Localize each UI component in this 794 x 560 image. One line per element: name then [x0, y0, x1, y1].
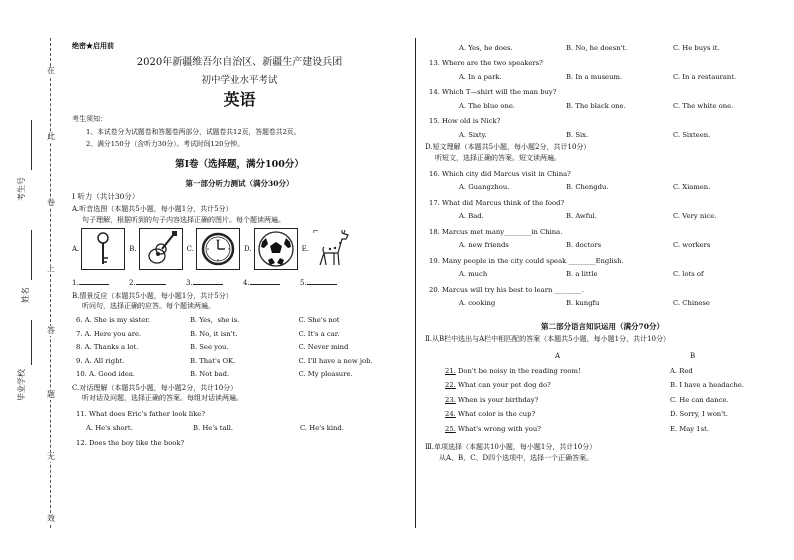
binding-char: 题: [44, 390, 58, 400]
match-b-text: B. I have a headache.: [670, 381, 745, 390]
option-c: C. He buys it.: [673, 44, 720, 52]
question-text: 19. Many people in the city could speak ________English.: [429, 256, 624, 265]
school-label: 毕业学校: [17, 369, 26, 401]
question-options: [459, 183, 780, 191]
question-options: [459, 212, 780, 220]
option-b: B. Six.: [566, 130, 589, 139]
option-b: B. That's OK.: [189, 356, 236, 365]
picture-letter: D.: [244, 244, 252, 253]
option-a: A. cooking: [459, 299, 496, 308]
secret-label: 绝密★启用前: [72, 41, 114, 50]
option-a: A. Yes, he does.: [459, 44, 513, 52]
option-a: A. The blue one.: [459, 101, 516, 110]
binding-margin: [0, 0, 75, 560]
answer-blanks: [72, 279, 407, 288]
question-text: 11. What does Eric's father look like?: [76, 410, 205, 419]
option-b: B. The black one.: [566, 101, 626, 110]
column-a-header: A: [554, 351, 561, 360]
picture-option: [302, 228, 355, 270]
question-row: [76, 370, 407, 378]
column-divider: [415, 38, 416, 528]
svg-text:3: 3: [228, 246, 230, 251]
guitar-icon: [139, 228, 183, 270]
option-c: C. Never mind: [298, 343, 349, 352]
match-row: [445, 396, 780, 404]
answer-blank[interactable]: [300, 279, 357, 288]
section-a-heading: A.听音选图（本题共5小题，每小题1分，共计5分）: [72, 205, 233, 214]
binding-char: 效: [44, 514, 58, 524]
picture-letter: A.: [72, 244, 80, 253]
option-a: 7. A. Here you are.: [76, 329, 142, 338]
binding-char: 卷: [44, 198, 58, 208]
exam-title: 2020年新疆维吾尔自治区、新疆生产建设兵团: [136, 56, 343, 68]
column-b-header: B: [690, 351, 696, 360]
option-c: C. He's kind.: [300, 423, 344, 432]
soccer-ball-icon: [254, 228, 298, 270]
option-a: A. much: [459, 270, 488, 279]
question-options: [459, 73, 780, 81]
question-options: [459, 102, 780, 110]
picture-letter: E.: [301, 244, 309, 253]
section-c-instruction: 听对话及问题，选择正确的答案。每组对话读两遍。: [82, 394, 243, 403]
volume-title: 第Ⅰ卷（选择题，满分100分）: [175, 158, 304, 170]
binding-char: 在: [44, 66, 58, 76]
option-a: A. He's short.: [86, 423, 133, 432]
match-b-text: E. May 1st.: [670, 424, 709, 433]
match-number: 21.: [445, 366, 456, 375]
option-c: C. workers: [673, 241, 711, 250]
section-iii-instruction: 从A、B、C、D四个选项中，选择一个正确答案。: [439, 453, 594, 462]
option-a: 6. A. She is my sister.: [76, 316, 150, 325]
option-b: B. In a museum.: [566, 72, 623, 81]
option-c: C. Xiamen.: [673, 183, 711, 192]
question-options: [459, 131, 780, 139]
listening-heading: Ⅰ 听力（共计30分）: [72, 192, 140, 202]
answer-blank[interactable]: [186, 279, 243, 288]
option-b: B. Not bad.: [189, 370, 230, 379]
svg-text:12: 12: [216, 237, 220, 242]
question-options: [86, 424, 407, 432]
key-icon: [81, 228, 125, 270]
match-a-text: Don't be noisy in the reading room!: [457, 366, 581, 375]
option-a: A. Guangzhou.: [459, 183, 510, 192]
match-row: [445, 425, 780, 433]
option-c: C. It's a car.: [298, 329, 340, 338]
section-d-heading: D.短文理解（本题共5小题，每小题2分，共计10分）: [425, 143, 591, 152]
question-row: [76, 330, 407, 338]
question-text: 20. Marcus will try his best to learn ________.: [429, 285, 584, 294]
option-b: B. Awful.: [566, 212, 597, 221]
match-b-text: D. Sorry, I won't.: [670, 410, 728, 419]
blank-number: 3.: [186, 278, 193, 287]
question-text: 17. What did Marcus think of the food?: [429, 198, 565, 207]
binding-char: 无: [44, 452, 58, 462]
option-a: A. Bad.: [459, 212, 484, 221]
match-number: 22.: [445, 381, 456, 390]
match-column-headers: [425, 352, 780, 361]
option-c: C. lots of: [673, 270, 704, 279]
match-number: 23.: [445, 395, 456, 404]
option-c: C. Chinese: [673, 299, 710, 308]
option-b: B. doctors: [566, 241, 602, 250]
question-options: [459, 44, 780, 52]
option-c: C. The white one.: [673, 101, 734, 110]
option-a: A. new friends: [459, 241, 509, 250]
section-ii-heading: Ⅱ.从B栏中选出与A栏中相匹配的答案（本题共5小题，每小题1分，共计10分）: [425, 335, 670, 344]
svg-text:9: 9: [207, 246, 209, 251]
question-options: [459, 270, 780, 278]
match-b-text: A. Red: [670, 366, 693, 375]
option-b: B. No, he doesn't.: [566, 44, 628, 52]
question-options: [459, 241, 780, 249]
name-label: 姓名: [21, 287, 30, 303]
match-number: 25.: [445, 424, 456, 433]
match-a-text: What can your pet dog do?: [457, 381, 551, 390]
option-b: B. See you.: [189, 343, 229, 352]
picture-letter: C.: [186, 244, 194, 253]
option-b: B. No, it isn't.: [189, 329, 238, 338]
question-text: 18. Marcus met many________in China.: [429, 227, 563, 236]
option-b: B. a little: [566, 270, 598, 279]
option-b: B. Yes，she is.: [189, 316, 240, 325]
answer-blank[interactable]: [243, 279, 300, 288]
svg-text:6: 6: [217, 257, 219, 262]
question-row: [76, 343, 407, 351]
blank-number: 4.: [243, 278, 250, 287]
examinee-number-label: 考生号: [17, 177, 26, 201]
option-a: 9. A. All right.: [76, 356, 125, 365]
question-text: 14. Which T—shirt will the man buy?: [429, 88, 557, 97]
binding-char: 此: [44, 132, 58, 142]
binding-char: 上: [44, 264, 58, 274]
blank-number: 5.: [300, 278, 307, 287]
binding-char: 答: [44, 326, 58, 336]
notice-heading: 考生须知：: [72, 115, 107, 124]
blank-number: 1.: [72, 278, 79, 287]
option-c: C. My pleasure.: [298, 370, 353, 379]
section-b-heading: B.情景反应（本题共5小题，每小题1分，共计5分）: [72, 291, 233, 300]
question-row: [76, 316, 407, 324]
part1-title: 第一部分听力测试（满分30分）: [185, 178, 294, 188]
option-c: C. Very nice.: [673, 212, 717, 221]
section-d-instruction: 听短文，选择正确的答案。短文读两遍。: [435, 154, 561, 163]
question-text: 16. Which city did Marcus visit in China?: [429, 169, 571, 178]
option-c: C. She's not: [298, 316, 340, 325]
picture-options: [72, 227, 407, 271]
match-a-text: What's wrong with you?: [457, 424, 541, 433]
answer-blank[interactable]: [129, 279, 186, 288]
match-b-text: C. He can dance.: [670, 395, 729, 404]
option-c: C. I'll have a new job.: [298, 356, 373, 365]
question-row: [76, 357, 407, 365]
option-c: C. In a restaurant.: [673, 72, 737, 81]
clock-icon: [196, 228, 240, 270]
match-a-text: What color is the cup?: [457, 410, 536, 419]
option-b: B. He's tall.: [193, 423, 234, 432]
picture-letter: B.: [129, 244, 137, 253]
section-a-instruction: 句子理解，根据听到的句子内容选择正确的图片。每个题读两遍。: [82, 216, 285, 225]
examinee-number-line: [31, 120, 32, 170]
giraffe-icon: [311, 228, 355, 270]
picture-option: [72, 228, 125, 270]
option-c: C. Sixteen.: [673, 130, 711, 139]
exam-subtitle: 初中学业水平考试: [201, 75, 278, 87]
name-line: [31, 230, 32, 280]
picture-option: [187, 228, 240, 270]
match-a-text: When is your birthday?: [457, 395, 539, 404]
option-a: 8. A. Thanks a lot.: [76, 343, 139, 352]
option-a: A. In a park.: [459, 72, 502, 81]
section-c-heading: C.对话理解（本题共5小题，每小题2分，共计10分）: [72, 383, 238, 392]
option-b: B. kungfu: [566, 299, 600, 308]
question-options: [459, 299, 780, 307]
school-line: [31, 320, 32, 365]
notice-item: 1、本试卷分为试题卷和答题卷两部分，试题卷共12页，答题卷共2页。: [86, 127, 301, 136]
question-text: 13. Where are the two speakers?: [429, 59, 543, 68]
match-row: [445, 367, 780, 375]
picture-option: [129, 228, 182, 270]
question-text: 15. How old is Nick?: [429, 117, 501, 126]
option-a: A. Sixty.: [459, 130, 487, 139]
match-row: [445, 410, 780, 418]
question-text: 12. Does the boy like the book?: [76, 439, 185, 448]
notice-item: 2、满分150分（含听力30分）。考试时间120分钟。: [86, 140, 244, 149]
part2-title: 第二部分语言知识运用（满分70分）: [541, 321, 664, 331]
match-number: 24.: [445, 410, 456, 419]
subject-title: 英语: [223, 90, 256, 110]
option-a: 10. A. Good idea.: [76, 370, 136, 379]
blank-number: 2.: [129, 278, 136, 287]
answer-blank[interactable]: [72, 279, 129, 288]
section-iii-heading: Ⅲ.单项选择（本题共10小题，每小题1分，共计10分）: [425, 443, 597, 452]
option-b: B. Chengdu.: [566, 183, 609, 192]
match-row: [445, 381, 780, 389]
section-b-instruction: 听问句，选择正确的应答。每个题读两遍。: [82, 302, 215, 311]
picture-option: [244, 228, 298, 270]
right-column: [425, 42, 780, 465]
left-column: [72, 42, 407, 448]
